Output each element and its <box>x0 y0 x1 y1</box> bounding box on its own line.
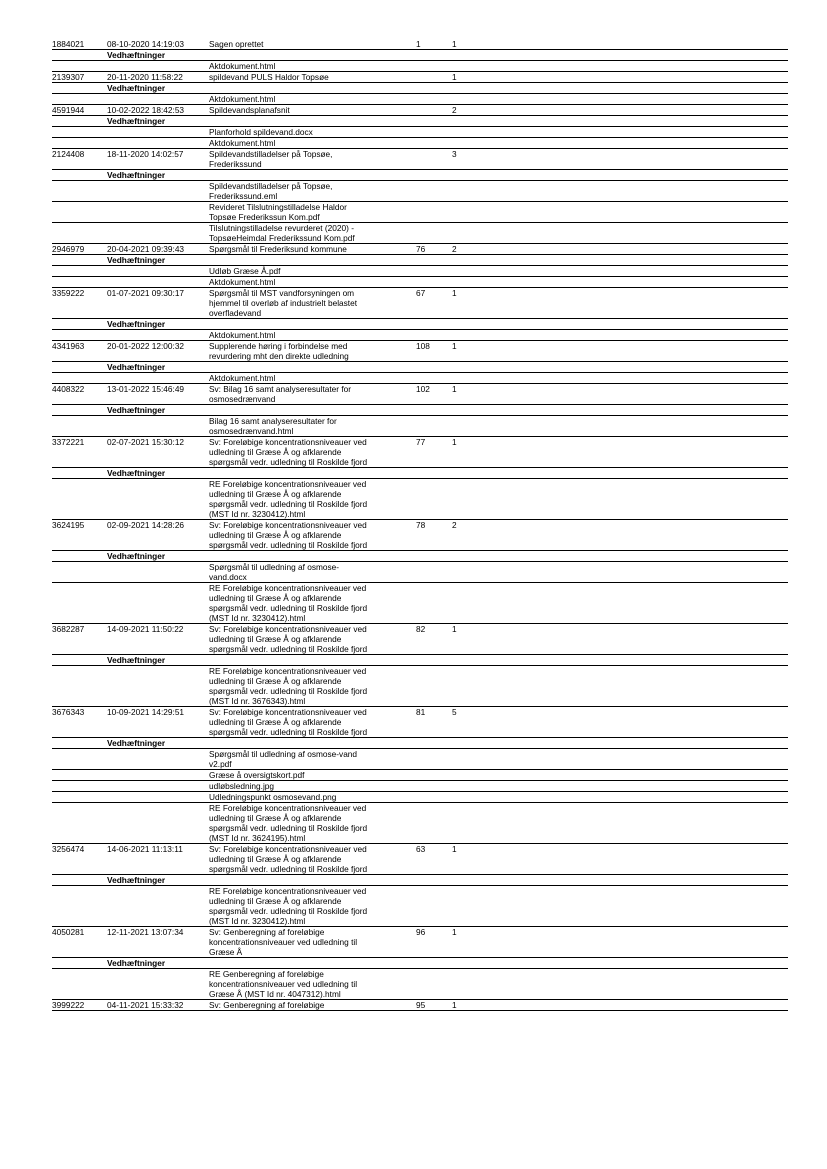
document-title: Sv: Bilag 16 samt analyseresultater for osmosedrænvand <box>209 384 352 404</box>
document-date: 20-04-2021 09:39:43 <box>107 244 185 254</box>
document-date: 18-11-2020 14:02:57 <box>107 149 184 159</box>
attachment-count: 1 <box>452 341 457 351</box>
attachment-filename: Bilag 16 samt analyseresultater for osmosedrænvand.html <box>209 416 337 436</box>
attachment-filename: Aktdokument.html <box>209 94 276 104</box>
attachment-filename: Spørgsmål til udledning af osmose- vand.docx <box>209 562 340 582</box>
page-count: 63 <box>416 844 426 854</box>
page-count: 108 <box>416 341 430 351</box>
journal-table <box>52 39 788 1011</box>
document-title: Sv: Foreløbige koncentrationsniveauer ved udledning til Græse Å og afklarende spørgsmål vedr. udledning til Roskilde fjord <box>209 707 368 737</box>
document-id: 2946979 <box>52 244 85 254</box>
page-count: 67 <box>416 288 426 298</box>
entry-row <box>52 624 788 654</box>
attachments-heading <box>52 170 788 180</box>
document-title: Spørgsmål til Frederiksund kommune <box>209 244 347 254</box>
attachment-filename: Planforhold spildevand.docx <box>209 127 313 137</box>
attachment-item <box>52 373 788 383</box>
entry-row <box>52 707 788 737</box>
attachment-item <box>52 583 788 623</box>
attachment-count: 1 <box>452 384 457 394</box>
entry-row <box>52 105 788 115</box>
document-id: 3624195 <box>52 520 85 530</box>
attachment-item <box>52 749 788 769</box>
document-title: Sagen oprettet <box>209 39 264 49</box>
attachment-item <box>52 792 788 802</box>
attachment-filename: Spildevandstilladelser på Topsøe, Frederikssund.eml <box>209 181 333 201</box>
journal-entry <box>52 384 788 437</box>
attachment-item <box>52 330 788 340</box>
document-date: 20-01-2022 12:00:32 <box>107 341 185 351</box>
attachment-item <box>52 61 788 71</box>
document-id: 3682287 <box>52 624 85 634</box>
attachments-heading <box>52 319 788 329</box>
attachment-filename: RE Foreløbige koncentrationsniveauer ved udledning til Græse Å og afklarende spørgsmål vedr. udledning til Roskilde fjord (MST Id nr. 3230412).html <box>209 479 368 519</box>
document-date: 13-01-2022 15:46:49 <box>107 384 185 394</box>
document-id: 3676343 <box>52 707 85 717</box>
entry-row <box>52 437 788 467</box>
entry-row <box>52 844 788 874</box>
entry-row <box>52 341 788 361</box>
attachments-label: Vedhæftninger <box>107 170 166 180</box>
attachment-item <box>52 886 788 926</box>
document-date: 12-11-2021 13:07:34 <box>107 927 184 937</box>
page-count: 81 <box>416 707 426 717</box>
document-title: Spørgsmål til MST vandforsyningen om hjemmel til overløb af industrielt belastet overfladevand <box>209 288 358 318</box>
attachments-heading <box>52 405 788 415</box>
attachments-heading <box>52 738 788 748</box>
journal-entry <box>52 1000 788 1011</box>
attachment-filename: Spørgsmål til udledning af osmose-vand v2.pdf <box>209 749 358 769</box>
document-title: Supplerende høring i forbindelse med revurdering mht den direkte udledning <box>209 341 349 361</box>
attachment-item <box>52 223 788 243</box>
entry-row <box>52 520 788 550</box>
document-id: 4050281 <box>52 927 85 937</box>
journal-entry <box>52 72 788 105</box>
page-count: 96 <box>416 927 426 937</box>
page-count: 77 <box>416 437 426 447</box>
journal-entry <box>52 437 788 520</box>
page-count: 1 <box>416 39 421 49</box>
attachment-filename: Udledningspunkt osmosevand.png <box>209 792 337 802</box>
journal-entry <box>52 149 788 244</box>
document-date: 04-11-2021 15:33:32 <box>107 1000 184 1010</box>
attachment-filename: RE Foreløbige koncentrationsniveauer ved udledning til Græse Å og afklarende spørgsmål vedr. udledning til Roskilde fjord (MST Id nr. 3624195).html <box>209 803 368 843</box>
attachment-filename: RE Foreløbige koncentrationsniveauer ved udledning til Græse Å og afklarende spørgsmål vedr. udledning til Roskilde fjord (MST Id nr. 3230412).html <box>209 886 368 926</box>
journal-entry <box>52 520 788 624</box>
entry-row <box>52 288 788 318</box>
attachment-item <box>52 969 788 999</box>
attachment-count: 1 <box>452 72 457 82</box>
attachment-count: 2 <box>452 105 457 115</box>
document-id: 4591944 <box>52 105 85 115</box>
journal-entry <box>52 707 788 844</box>
document-title: Sv: Foreløbige koncentrationsniveauer ved udledning til Græse Å og afklarende spørgsmål vedr. udledning til Roskilde fjord <box>209 520 368 550</box>
entry-row <box>52 927 788 957</box>
attachment-item <box>52 202 788 222</box>
document-title: Sv: Genberegning af foreløbige <box>209 1000 325 1010</box>
attachments-label: Vedhæftninger <box>107 468 166 478</box>
document-date: 10-09-2021 14:29:51 <box>107 707 185 717</box>
attachment-filename: RE Genberegning af foreløbige koncentrationsniveauer ved udledning til Græse Å (MST Id nr. 4047312).html <box>209 969 358 999</box>
attachment-filename: RE Foreløbige koncentrationsniveauer ved udledning til Græse Å og afklarende spørgsmål vedr. udledning til Roskilde fjord (MST Id nr. 3676343).html <box>209 666 368 706</box>
attachments-heading <box>52 50 788 60</box>
attachment-item <box>52 770 788 780</box>
attachments-label: Vedhæftninger <box>107 655 166 665</box>
document-date: 20-11-2020 11:58:22 <box>107 72 183 82</box>
document-id: 2124408 <box>52 149 85 159</box>
attachment-item <box>52 562 788 582</box>
journal-entry <box>52 244 788 288</box>
attachment-filename: Udløb Græse Å.pdf <box>209 266 281 276</box>
journal-entry <box>52 341 788 384</box>
attachment-filename: Græse å oversigtskort.pdf <box>209 770 305 780</box>
document-id: 4408322 <box>52 384 85 394</box>
attachment-count: 2 <box>452 244 457 254</box>
page-count: 78 <box>416 520 426 530</box>
attachment-item <box>52 127 788 137</box>
document-title: Sv: Genberegning af foreløbige koncentrationsniveauer ved udledning til Græse Å <box>209 927 358 957</box>
document-id: 3256474 <box>52 844 85 854</box>
attachments-heading <box>52 875 788 885</box>
attachments-label: Vedhæftninger <box>107 738 166 748</box>
attachment-count: 5 <box>452 707 457 717</box>
attachments-label: Vedhæftninger <box>107 551 166 561</box>
document-date: 02-07-2021 15:30:12 <box>107 437 185 447</box>
document-date: 14-09-2021 11:50:22 <box>107 624 184 634</box>
journal-entry <box>52 105 788 149</box>
attachments-label: Vedhæftninger <box>107 319 166 329</box>
attachment-count: 1 <box>452 437 457 447</box>
document-id: 2139307 <box>52 72 85 82</box>
journal-entry <box>52 927 788 1000</box>
attachment-count: 1 <box>452 844 457 854</box>
page-count: 102 <box>416 384 430 394</box>
entry-row <box>52 72 788 82</box>
document-title: Spildevandstilladelser på Topsøe, Frederikssund <box>209 149 333 169</box>
attachment-filename: Aktdokument.html <box>209 277 276 287</box>
attachment-item <box>52 479 788 519</box>
document-id: 4341963 <box>52 341 85 351</box>
attachment-item <box>52 416 788 436</box>
journal-entry <box>52 624 788 707</box>
document-title: Sv: Foreløbige koncentrationsniveauer ved udledning til Græse Å og afklarende spørgsmål vedr. udledning til Roskilde fjord <box>209 437 368 467</box>
attachments-label: Vedhæftninger <box>107 362 166 372</box>
attachment-filename: Aktdokument.html <box>209 138 276 148</box>
attachment-filename: RE Foreløbige koncentrationsniveauer ved udledning til Græse Å og afklarende spørgsmål vedr. udledning til Roskilde fjord (MST Id nr. 3230412).html <box>209 583 368 623</box>
page-count: 82 <box>416 624 426 634</box>
attachment-count: 1 <box>452 1000 457 1010</box>
attachment-filename: Tilslutningstilladelse revurderet (2020) - TopsøeHeimdal Frederikssund Kom.pdf <box>209 223 355 243</box>
page-count: 95 <box>416 1000 426 1010</box>
attachments-heading <box>52 655 788 665</box>
attachments-heading <box>52 468 788 478</box>
entry-row <box>52 39 788 49</box>
row-divider <box>52 1010 788 1011</box>
document-title: Sv: Foreløbige koncentrationsniveauer ved udledning til Græse Å og afklarende spørgsmål vedr. udledning til Roskilde fjord <box>209 844 368 874</box>
attachment-count: 1 <box>452 624 457 634</box>
attachment-filename: udløbsledning.jpg <box>209 781 275 791</box>
attachments-label: Vedhæftninger <box>107 875 166 885</box>
entry-row <box>52 1000 788 1010</box>
document-date: 01-07-2021 09:30:17 <box>107 288 185 298</box>
document-title: spildevand PULS Haldor Topsøe <box>209 72 329 82</box>
attachment-item <box>52 94 788 104</box>
attachment-filename: Aktdokument.html <box>209 373 276 383</box>
document-date: 08-10-2020 14:19:03 <box>107 39 185 49</box>
attachment-item <box>52 781 788 791</box>
attachments-label: Vedhæftninger <box>107 255 166 265</box>
journal-entry <box>52 844 788 927</box>
attachment-filename: Aktdokument.html <box>209 61 276 71</box>
attachment-count: 1 <box>452 927 457 937</box>
attachments-heading <box>52 255 788 265</box>
attachment-item <box>52 138 788 148</box>
document-id: 1884021 <box>52 39 85 49</box>
document-id: 3372221 <box>52 437 85 447</box>
document-date: 14-06-2021 11:13:11 <box>107 844 183 854</box>
document-id: 3999222 <box>52 1000 85 1010</box>
attachment-filename: Revideret Tilslutningstilladelse Haldor Topsøe Frederikssun Kom.pdf <box>209 202 347 222</box>
attachment-item <box>52 803 788 843</box>
attachment-item <box>52 266 788 276</box>
attachments-heading <box>52 116 788 126</box>
journal-entry <box>52 288 788 341</box>
attachments-label: Vedhæftninger <box>107 83 166 93</box>
attachments-heading <box>52 362 788 372</box>
attachment-count: 1 <box>452 288 457 298</box>
attachments-heading <box>52 551 788 561</box>
attachments-heading <box>52 958 788 968</box>
attachments-heading <box>52 83 788 93</box>
attachment-count: 1 <box>452 39 457 49</box>
document-title: Spildevandsplanafsnit <box>209 105 290 115</box>
entry-row <box>52 149 788 169</box>
page-count: 76 <box>416 244 426 254</box>
journal-entry <box>52 39 788 72</box>
attachments-label: Vedhæftninger <box>107 50 166 60</box>
attachment-item <box>52 666 788 706</box>
attachment-item <box>52 277 788 287</box>
attachments-label: Vedhæftninger <box>107 958 166 968</box>
attachment-filename: Aktdokument.html <box>209 330 276 340</box>
attachment-count: 2 <box>452 520 457 530</box>
document-title: Sv: Foreløbige koncentrationsniveauer ved udledning til Græse Å og afklarende spørgsmål vedr. udledning til Roskilde fjord <box>209 624 368 654</box>
attachments-label: Vedhæftninger <box>107 405 166 415</box>
attachment-item <box>52 181 788 201</box>
entry-row <box>52 244 788 254</box>
document-date: 02-09-2021 14:28:26 <box>107 520 185 530</box>
document-id: 3359222 <box>52 288 85 298</box>
document-date: 10-02-2022 18:42:53 <box>107 105 185 115</box>
attachment-count: 3 <box>452 149 457 159</box>
entry-row <box>52 384 788 404</box>
attachments-label: Vedhæftninger <box>107 116 166 126</box>
